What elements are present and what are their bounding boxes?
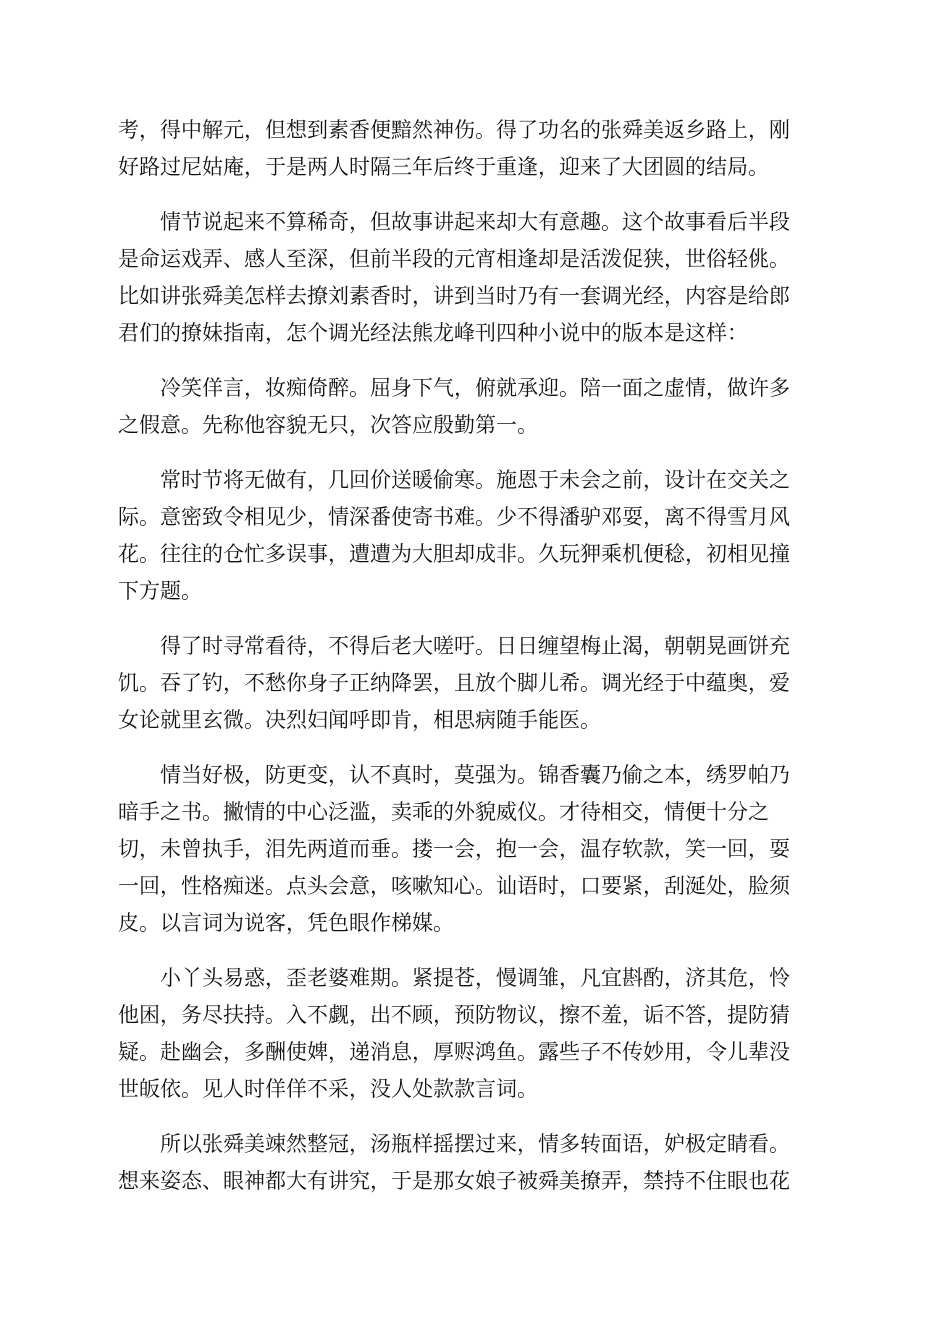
text-line: 世皈依。见人时佯佯不采，没人处款款言词。 (118, 1077, 538, 1101)
paragraph (118, 370, 834, 444)
paragraph (118, 960, 834, 1108)
text-line: 疑。赴幽会，多酬使婢，递消息，厚赆鸿鱼。露些子不传妙用，令儿辈没 (118, 1040, 790, 1064)
text-line: 好路过尼姑庵，于是两人时隔三年后终于重逢，迎来了大团圆的结局。 (118, 155, 769, 179)
text-line: 情节说起来不算稀奇，但故事讲起来却大有意趣。这个故事看后半段 (160, 210, 790, 234)
text-line: 常时节将无做有，几回价送暖偷寒。施恩于未会之前，设计在交关之 (160, 468, 790, 492)
paragraph (118, 204, 834, 352)
text-line: 之假意。先称他容貌无只，次答应殷勤第一。 (118, 413, 538, 437)
text-line: 暗手之书。撇情的中心泛滥，卖乖的外貌威仪。才待相交，情便十分之 (118, 800, 769, 824)
text-line: 一回，性格痴迷。点头会意，咳嗽知心。讪语时，口要紧，刮涎处，脸须 (118, 874, 790, 898)
text-line: 冷笑佯言，妆痴倚醉。屈身下气，俯就承迎。陪一面之虚情，做许多 (160, 376, 790, 400)
text-line: 是命运戏弄、感人至深，但前半段的元宵相逢却是活泼促狭，世俗轻佻。 (118, 247, 790, 271)
paragraph (118, 112, 834, 186)
text-line: 他困，务尽扶持。入不觑，出不顾，预防物议，擦不羞，诟不答，提防猜 (118, 1003, 790, 1027)
text-line: 君们的撩妹指南，怎个调光经法熊龙峰刊四种小说中的版本是这样： (118, 321, 748, 345)
text-line: 女论就里玄微。决烈妇闻呼即肯，相思病随手能医。 (118, 708, 601, 732)
text-line: 考，得中解元，但想到素香便黯然神伤。得了功名的张舜美返乡路上，刚 (118, 118, 790, 142)
paragraph (118, 628, 834, 739)
text-line: 得了时寻常看待，不得后老大嗟吁。日日缠望梅止渴，朝朝晃画饼充 (160, 634, 790, 658)
text-line: 想来姿态、眼神都大有讲究，于是那女娘子被舜美撩弄，禁持不住眼也花 (118, 1169, 790, 1193)
text-line: 小丫头易惑，歪老婆难期。紧提苍，慢调雏，凡宜斟酌，济其危，怜 (160, 966, 790, 990)
text-line: 所以张舜美竦然整冠，汤瓶样摇摆过来，情多转面语，妒极定睛看。 (160, 1132, 790, 1156)
text-line: 情当好极，防更变，认不真时，莫强为。锦香囊乃偷之本，绣罗帕乃 (160, 763, 790, 787)
body-text (118, 112, 834, 1218)
text-line: 际。意密致令相见少，情深番使寄书难。少不得潘驴邓耍，离不得雪月风 (118, 505, 790, 529)
text-line: 饥。吞了钓，不愁你身子正纳降罢，且放个脚儿希。调光经于中蕴奥，爱 (118, 671, 790, 695)
paragraph (118, 1126, 834, 1200)
text-line: 下方题。 (118, 579, 202, 603)
text-line: 比如讲张舜美怎样去撩刘素香时，讲到当时乃有一套调光经，内容是给郎 (118, 284, 790, 308)
paragraph (118, 757, 834, 942)
text-line: 皮。以言词为说客，凭色眼作梯媒。 (118, 911, 454, 935)
paragraph (118, 462, 834, 610)
text-line: 花。往往的仓忙多误事，遭遭为大胆却成非。久玩狎乘机便稔，初相见撞 (118, 542, 790, 566)
text-line: 切，未曾执手，泪先两道而垂。搂一会，抱一会，温存软款，笑一回，耍 (118, 837, 790, 861)
